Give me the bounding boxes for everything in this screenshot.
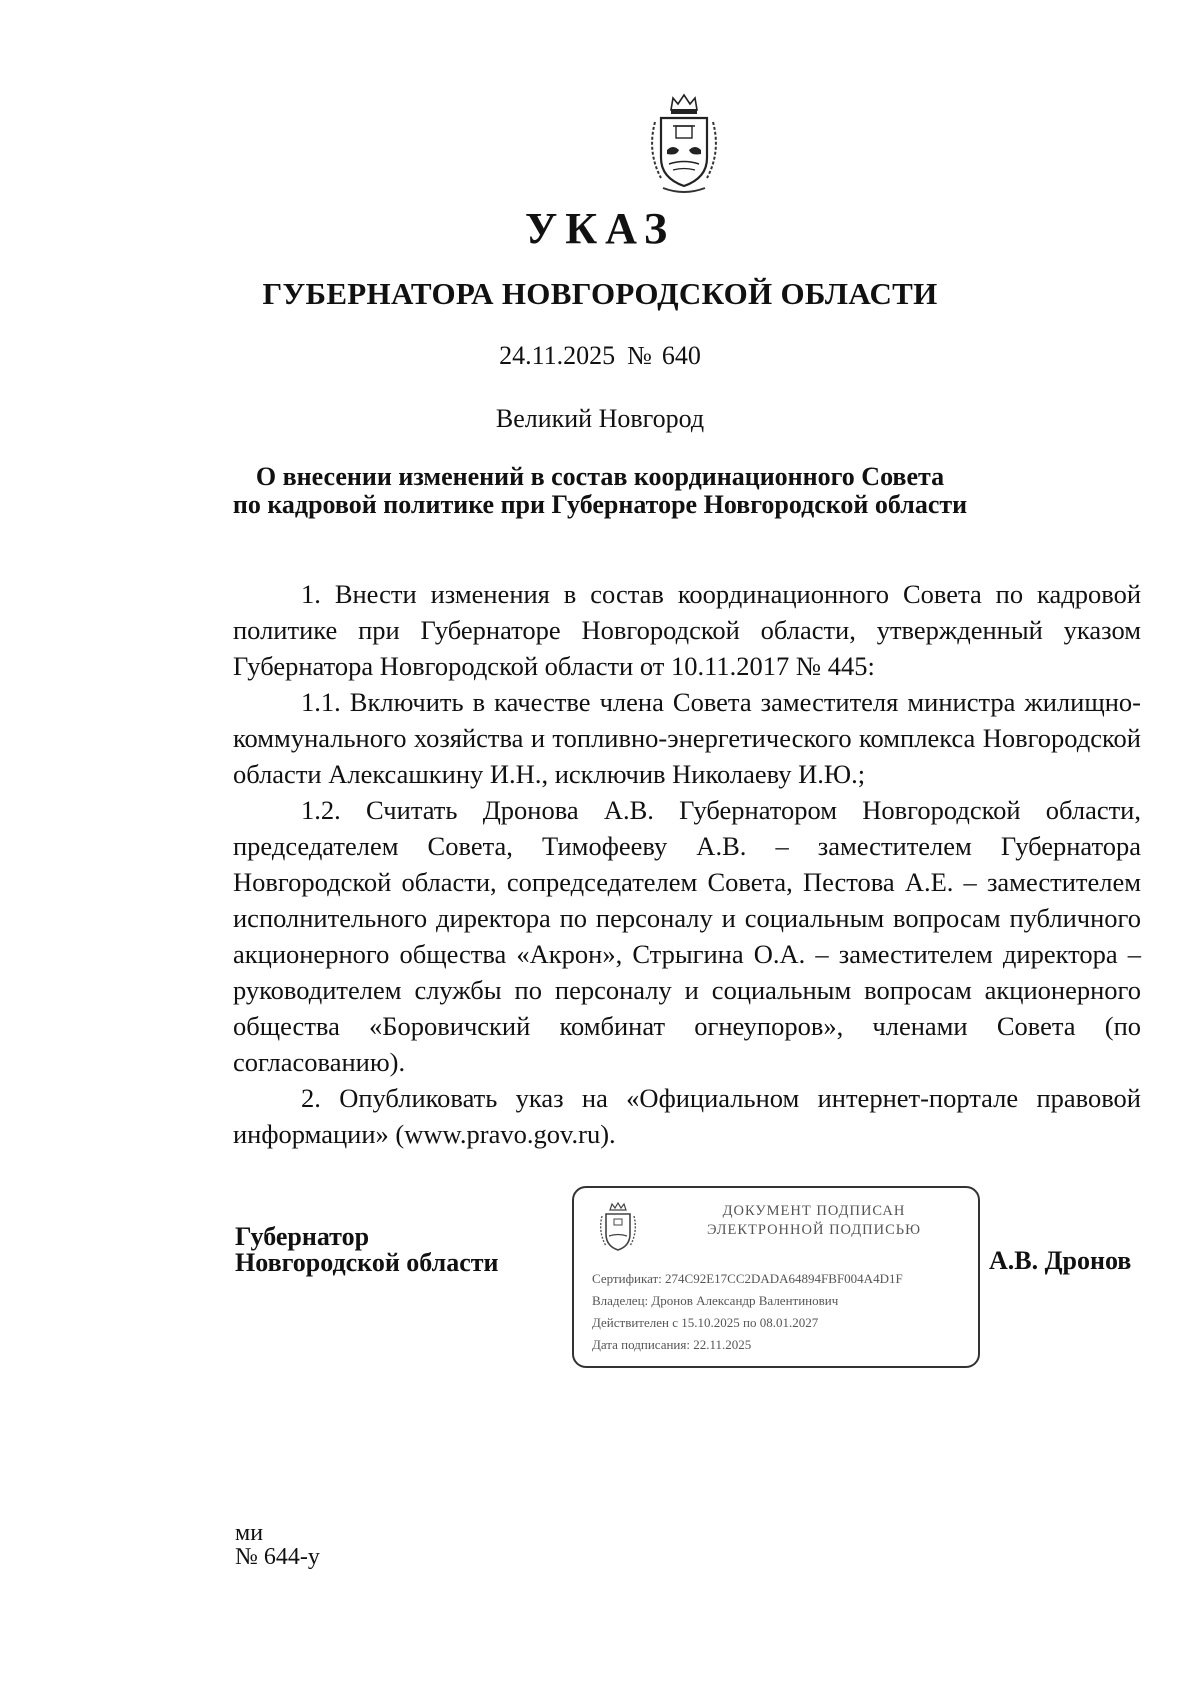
stamp-heading-line-1: ДОКУМЕНТ ПОДПИСАН: [722, 1203, 906, 1219]
stamp-validity: Действителен с 15.10.2025 по 08.01.2027: [592, 1315, 819, 1330]
stamp-details: [592, 1268, 972, 1356]
stamp-signed-date: Дата подписания: 22.11.2025: [592, 1337, 752, 1352]
subject-line-1: О внесении изменений в состав координационного Совета: [255, 462, 945, 491]
stamp-certificate: Сертификат: 274C92E17CC2DADA64894FBF004A4D1F: [592, 1271, 903, 1286]
signatory-name: А.В. Дронов: [989, 1246, 1132, 1275]
paragraph-2: 2. Опубликовать указ на «Официальном интернет-портале правовой информации» (www.pravo.gov.ru).: [233, 1083, 1141, 1149]
novgorod-coat-of-arms-icon: [643, 92, 725, 194]
paragraph-1-2: 1.2. Считать Дронова А.В. Губернатором Новгородской области, председателем Совета, Тимофееву А.В. – заместителем Губернатора Новгородской области, сопредседателем Совета, Пестова А.Е. – заместителем исполнительного директора по персоналу и социальным вопросам публичного акционерного общества «Акрон», Стрыгина О.А. – заместителем директора – руководителем службы по персоналу и социальным вопросам акционерного общества «Боровичский комбинат огнеупоров», членами Совета (по согласованию).: [233, 795, 1141, 1077]
executor-initials: ми: [235, 1520, 264, 1546]
signatory-position: [235, 1224, 499, 1276]
registration-footer: [235, 1521, 320, 1569]
subject-line-2: по кадровой политике при Губернаторе Новгородской области: [232, 490, 968, 519]
registration-number: № 644-у: [235, 1544, 320, 1570]
novgorod-coat-of-arms-icon: [598, 1202, 638, 1254]
document-type-title: УКАЗ: [524, 204, 676, 253]
document-date: 24.11.2025: [499, 341, 616, 370]
position-line-2: Новгородской области: [235, 1248, 499, 1277]
decree-body: [233, 576, 1141, 1152]
document-number: 640: [661, 341, 701, 370]
issuer-title: ГУБЕРНАТОРА НОВГОРОДСКОЙ ОБЛАСТИ: [262, 276, 938, 311]
stamp-heading: [684, 1202, 944, 1240]
number-sign: №: [627, 341, 652, 370]
stamp-owner: Владелец: Дронов Александр Валентинович: [592, 1293, 839, 1308]
city-name: Великий Новгород: [495, 404, 705, 433]
decree-subject: [0, 463, 1200, 519]
date-number-line: [0, 340, 1200, 372]
electronic-signature-stamp: [572, 1186, 980, 1368]
position-line-1: Губернатор: [235, 1222, 370, 1251]
paragraph-1-1: 1.1. Включить в качестве члена Совета заместителя министра жилищно-коммунального хозяйства и топливно-энергетического комплекса Новгородской области Алексашкину И.Н., исключив Николаеву И.Ю.;: [233, 687, 1141, 789]
stamp-heading-line-2: ЭЛЕКТРОННОЙ ПОДПИСЬЮ: [706, 1222, 922, 1238]
paragraph-1: 1. Внести изменения в состав координационного Совета по кадровой политике при Губернаторе Новгородской области, утвержденный указом Губернатора Новгородской области от 10.11.2017 № 445:: [233, 579, 1141, 681]
